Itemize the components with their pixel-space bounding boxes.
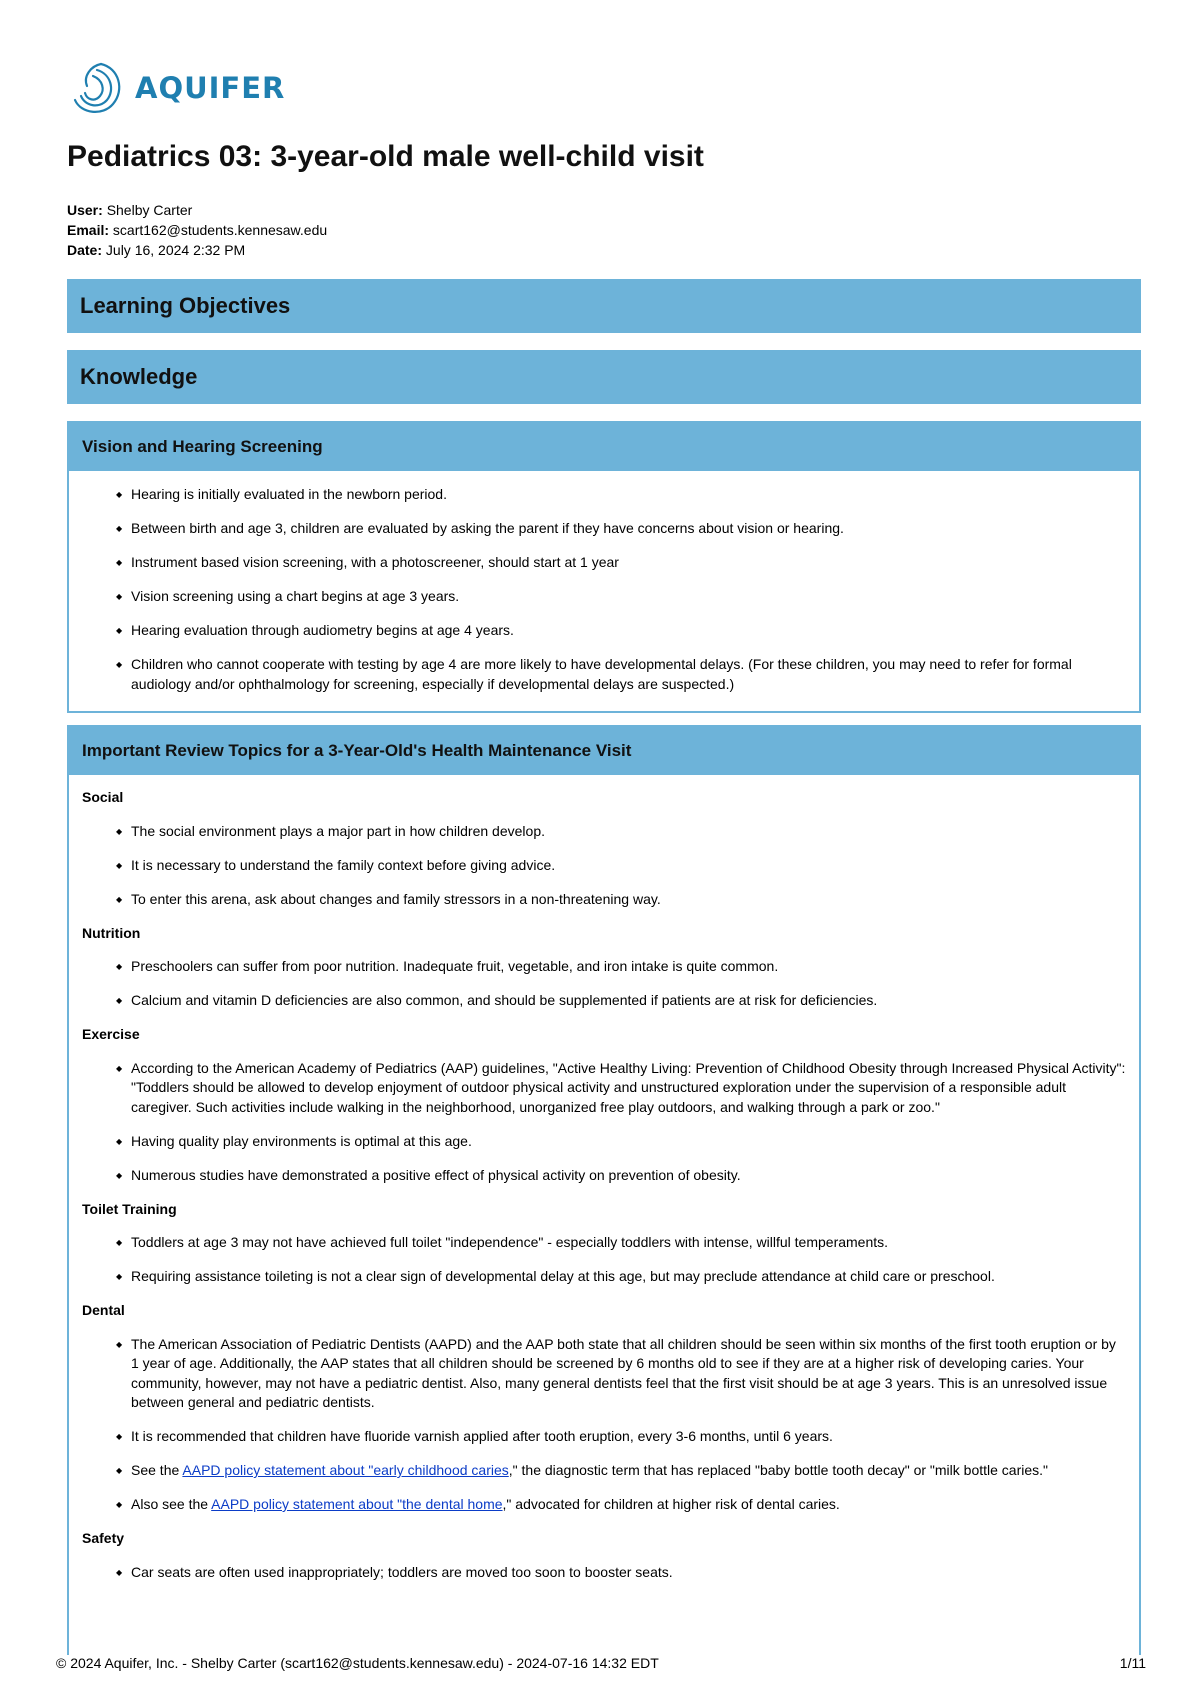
review-topics-card — [67, 725, 1141, 1655]
list-item: ◆ Hearing evaluation through audiometry begins at age 4 years. — [118, 621, 1126, 641]
review-topics-heading: Important Review Topics for a 3-Year-Old's Health Maintenance Visit — [69, 727, 1139, 775]
nutrition-list — [82, 957, 1126, 1011]
list-item: ◆ Also see the AAPD policy statement about "the dental home," advocated for children at higher risk of dental caries. — [118, 1495, 1126, 1515]
list-item: ◆ Vision screening using a chart begins at age 3 years. — [118, 587, 1126, 607]
list-item: ◆ According to the American Academy of Pediatrics (AAP) guidelines, "Active Healthy Living: Prevention of Childhood Obesity through Increased Physical Activity": "Toddlers should be allowed to develop enjoyment of outdoor physical activity and unstructured exploration under the supervision of a responsible adult caregiver. Such activities include walking in the neighborhood, unorganized free play outdoors, and walking through a park or zoo." — [118, 1059, 1126, 1118]
list-item: ◆ To enter this arena, ask about changes and family stressors in a non-threatening way. — [118, 890, 1126, 910]
list-item: ◆ Toddlers at age 3 may not have achieved full toilet "independence" - especially toddlers with intense, willful temperaments. — [118, 1233, 1126, 1253]
list-item: ◆ Hearing is initially evaluated in the newborn period. — [118, 485, 1126, 505]
learning-objectives-banner: Learning Objectives — [67, 279, 1141, 333]
brand-name: AQUIFER — [135, 71, 286, 105]
list-item: ◆ The social environment plays a major part in how children develop. — [118, 822, 1126, 842]
list-item: ◆ Calcium and vitamin D deficiencies are also common, and should be supplemented if patients are at risk for deficiencies. — [118, 991, 1126, 1011]
page-title: Pediatrics 03: 3-year-old male well-child visit — [67, 140, 704, 173]
exercise-label: Exercise — [82, 1026, 140, 1042]
list-item: ◆ Requiring assistance toileting is not a clear sign of developmental delay at this age, but may preclude attendance at child care or preschool. — [118, 1267, 1126, 1287]
footer-copyright: © 2024 Aquifer, Inc. - Shelby Carter (scart162@students.kennesaw.edu) - 2024-07-16 14:32 EDT — [56, 1655, 659, 1671]
toilet-training-label: Toilet Training — [82, 1200, 177, 1217]
meta-user: User: Shelby Carter — [67, 202, 193, 218]
vision-hearing-card — [67, 421, 1141, 713]
page-number: 1/11 — [1119, 1655, 1146, 1671]
social-label: Social — [82, 789, 124, 805]
brand-logo — [67, 56, 285, 120]
toilet-training-list — [82, 1233, 1126, 1287]
aquifer-swirl-logo-icon — [67, 56, 131, 120]
exercise-list — [82, 1059, 1126, 1186]
vision-hearing-list — [82, 485, 1126, 694]
list-item: ◆ Children who cannot cooperate with testing by age 4 are more likely to have developmental delays. (For these children, you may need to refer for formal audiology and/or ophthalmology for screening, especially if developmental delays are suspected.) — [118, 655, 1126, 694]
list-item: ◆ Between birth and age 3, children are evaluated by asking the parent if they have concerns about vision or hearing. — [118, 519, 1126, 539]
safety-label: Safety — [82, 1530, 125, 1546]
list-item: ◆ Numerous studies have demonstrated a positive effect of physical activity on prevention of obesity. — [118, 1166, 1126, 1186]
dental-label: Dental — [82, 1302, 125, 1318]
meta-email: Email: scart162@students.kennesaw.edu — [67, 222, 328, 238]
nutrition-label: Nutrition — [82, 924, 141, 941]
list-item: ◆ The American Association of Pediatric Dentists (AAPD) and the AAP both state that all children should be seen within six months of the first tooth eruption or by 1 year of age. Additionally, the AAP states that all children should be screened by 6 months old to see if they are at a higher risk of developing caries. Your community, however, may not have a pediatric dentist. Also, many general dentists feel that the first visit should be at age 3 years. This is an unresolved issue between general and pediatric dentists. — [118, 1335, 1126, 1413]
list-item: ◆ Instrument based vision screening, with a photoscreener, should start at 1 year — [118, 553, 1126, 573]
list-item: ◆ Car seats are often used inappropriately; toddlers are moved too soon to booster seats. — [118, 1563, 1126, 1583]
page-footer — [56, 1655, 1146, 1671]
knowledge-banner: Knowledge — [67, 350, 1141, 404]
case-meta — [67, 200, 327, 260]
dental-list — [82, 1335, 1126, 1515]
safety-list — [82, 1563, 1126, 1583]
list-item: ◆ Having quality play environments is optimal at this age. — [118, 1132, 1126, 1152]
aapd-dental-home-link[interactable]: AAPD policy statement about "the dental home — [211, 1496, 503, 1512]
aapd-early-childhood-caries-link[interactable]: AAPD policy statement about "early childhood caries — [182, 1462, 509, 1478]
social-list — [82, 822, 1126, 910]
list-item: ◆ Preschoolers can suffer from poor nutrition. Inadequate fruit, vegetable, and iron intake is quite common. — [118, 957, 1126, 977]
list-item: ◆ See the AAPD policy statement about "early childhood caries," the diagnostic term that has replaced "baby bottle tooth decay" or "milk bottle caries." — [118, 1461, 1126, 1481]
meta-date: Date: July 16, 2024 2:32 PM — [67, 242, 246, 258]
list-item: ◆ It is necessary to understand the family context before giving advice. — [118, 856, 1126, 876]
vision-hearing-heading: Vision and Hearing Screening — [69, 423, 1139, 471]
list-item: ◆ It is recommended that children have fluoride varnish applied after tooth eruption, every 3-6 months, until 6 years. — [118, 1427, 1126, 1447]
